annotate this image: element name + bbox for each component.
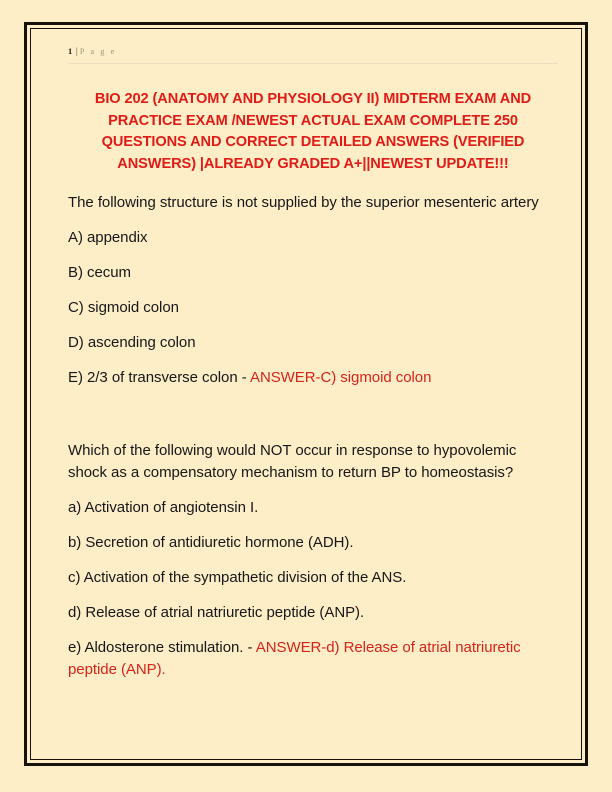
question-option: c) Activation of the sympathetic division of the ANS. [68, 569, 407, 586]
answer-text: ANSWER-C) sigmoid colon [249, 369, 432, 386]
question-stem: The following structure is not supplied by the superior mesenteric artery [68, 194, 539, 211]
question-option: A) appendix [68, 229, 148, 246]
page-title: BIO 202 (ANATOMY AND PHYSIOLOGY II) MIDTERM EXAM AND PRACTICE EXAM /NEWEST ACTUAL EXAM COMPLETE 250 QUESTIONS AND CORRECT DETAILED ANSWERS (VERIFIED ANSWERS) |ALREADY GRADED A+||NEWEST UPDATE!!! [94, 91, 532, 172]
option-text: E) 2/3 of transverse colon - [68, 369, 250, 386]
question-option: C) sigmoid colon [68, 299, 179, 316]
question-stem: Which of the following would NOT occur in response to hypovolemic shock as a compensatory mechanism to return BP to homeostasis? [68, 442, 517, 481]
question-option: B) cecum [68, 264, 131, 281]
page-header [68, 36, 558, 67]
question-option-with-answer [68, 637, 558, 681]
option-text: e) Aldosterone stimulation. - [68, 639, 256, 656]
questions-body [68, 192, 558, 681]
page-content [30, 28, 582, 760]
question-option: a) Activation of angiotensin I. [68, 499, 259, 516]
header-rule [68, 63, 558, 64]
question-option-with-answer [68, 367, 558, 389]
question-option: b) Secretion of antidiuretic hormone (ADH). [68, 534, 354, 551]
paragraph-spacer [68, 402, 558, 424]
header-page-number: 1 [68, 46, 73, 56]
answer-text: ANSWER-d) Release of atrial natriuretic peptide (ANP). [68, 639, 521, 678]
question-option: D) ascending colon [68, 334, 196, 351]
header-page-label: P a g e [79, 47, 117, 56]
question-option: d) Release of atrial natriuretic peptide (ANP). [68, 604, 365, 621]
header-separator: | [75, 46, 78, 56]
